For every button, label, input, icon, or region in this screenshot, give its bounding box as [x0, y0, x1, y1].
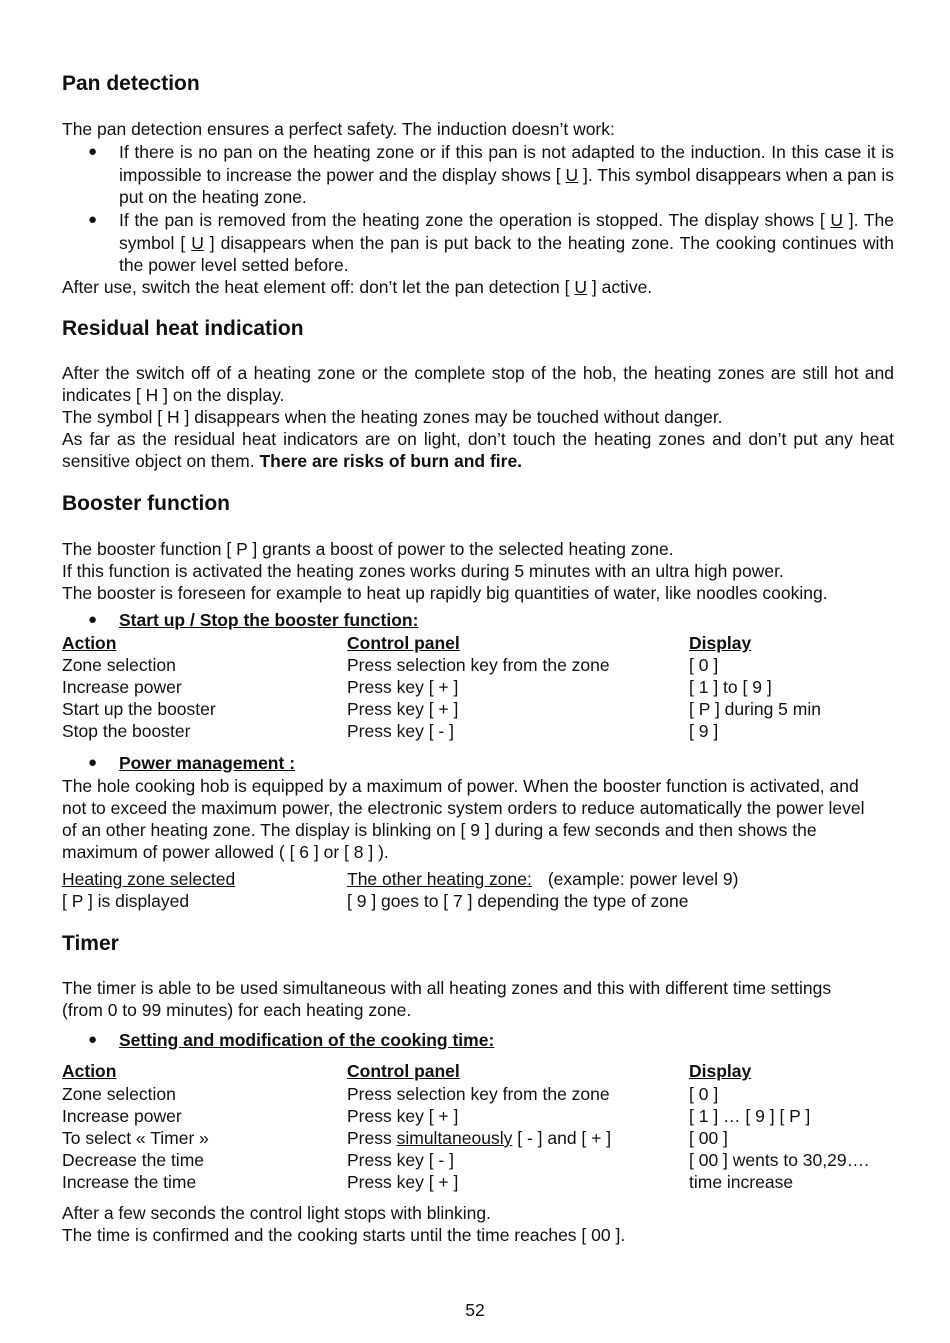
timer-footer-2: The time is confirmed and the cooking starts until the time reaches [ 00 ]. [62, 1225, 626, 1245]
page-number: 52 [465, 1300, 485, 1320]
zone-example-labels: Heating zone selected The other heating zone: (example: power level 9) [62, 869, 739, 889]
bullet-icon: ● [88, 754, 98, 771]
bullet-icon: ● [88, 143, 98, 160]
bullet-icon: ● [88, 211, 98, 228]
residual-p1: After the switch off of a heating zone or the complete stop of the hob, the heating zones are still hot and indicates [ H ] on the display. [62, 363, 894, 405]
residual-p3: As far as the residual heat indicators are on light, don’t touch the heating zones and don’t put any heat sensitive object on them. There are risks of burn and fire. [62, 429, 894, 471]
booster-sub-power-management: ● Power management : [88, 753, 296, 773]
table-row: Increase power Press key [ + ] [ 1 ] to [ 9 ] [62, 677, 772, 697]
booster-sub-start-stop: ● Start up / Stop the booster function: [88, 610, 419, 630]
power-management-text: The hole cooking hob is equipped by a maximum of power. When the booster function is activated, and not to exceed the maximum power, the electronic system orders to reduce automatically the power level of an other heating zone. The display is blinking on [ 9 ] during a few seconds and then shows the maximum of power allowed ( [ 6 ] or [ 8 ] ). [62, 776, 865, 862]
residual-p2: The symbol [ H ] disappears when the heating zones may be touched without danger. [62, 407, 723, 427]
heading-timer: Timer [62, 932, 119, 955]
bullet-icon: ● [88, 1031, 98, 1048]
zone-example-values: [ P ] is displayed [ 9 ] goes to [ 7 ] depending the type of zone [62, 891, 689, 911]
pan-bullet-1: ● If there is no pan on the heating zone or if this pan is not adapted to the induction. In this case it is impossible to increase the power and the display shows [ U ]. This symbol disappears when a pan is put on the heating zone. [88, 142, 894, 207]
timer-table-header: Action Control panel Display [62, 1061, 752, 1081]
table-row: Zone selection Press selection key from the zone [ 0 ] [62, 655, 719, 675]
table-row: Decrease the time Press key [ - ] [ 00 ] wents to 30,29…. [62, 1150, 869, 1170]
booster-table-header: Action Control panel Display [62, 633, 752, 653]
timer-p1: The timer is able to be used simultaneous with all heating zones and this with different time settings (from 0 to 99 minutes) for each heating zone. [62, 978, 832, 1020]
booster-l2: If this function is activated the heating zones works during 5 minutes with an ultra high power. [62, 561, 784, 581]
booster-l3: The booster is foreseen for example to heat up rapidly big quantities of water, like noodles cooking. [62, 583, 828, 603]
table-row: To select « Timer » Press simultaneously [ - ] and [ + ] [ 00 ] [62, 1128, 728, 1148]
pan-bullet-2: ● If the pan is removed from the heating zone the operation is stopped. The display shows [ U ]. The symbol [ U ] disappears when the pan is put back to the heating zone. The cooking continues with the power level setted before. [88, 210, 894, 275]
table-row: Increase the time Press key [ + ] time increase [62, 1172, 794, 1192]
table-row: Stop the booster Press key [ - ] [ 9 ] [62, 721, 719, 741]
pan-intro: The pan detection ensures a perfect safety. The induction doesn’t work: [62, 119, 615, 139]
heading-residual-heat: Residual heat indication [62, 317, 304, 340]
table-row: Increase power Press key [ + ] [ 1 ] … [ 9 ] [ P ] [62, 1106, 811, 1126]
table-row: Start up the booster Press key [ + ] [ P ] during 5 min [62, 699, 821, 719]
timer-footer-1: After a few seconds the control light stops with blinking. [62, 1203, 491, 1223]
timer-sub-setting: ● Setting and modification of the cooking time: [88, 1030, 495, 1050]
pan-after-use: After use, switch the heat element off: don’t let the pan detection [ U ] active. [62, 277, 653, 297]
table-row: Zone selection Press selection key from the zone [ 0 ] [62, 1084, 719, 1104]
bullet-icon: ● [88, 611, 98, 628]
heading-pan-detection: Pan detection [62, 72, 200, 95]
heading-booster: Booster function [62, 492, 230, 515]
booster-l1: The booster function [ P ] grants a boost of power to the selected heating zone. [62, 539, 674, 559]
